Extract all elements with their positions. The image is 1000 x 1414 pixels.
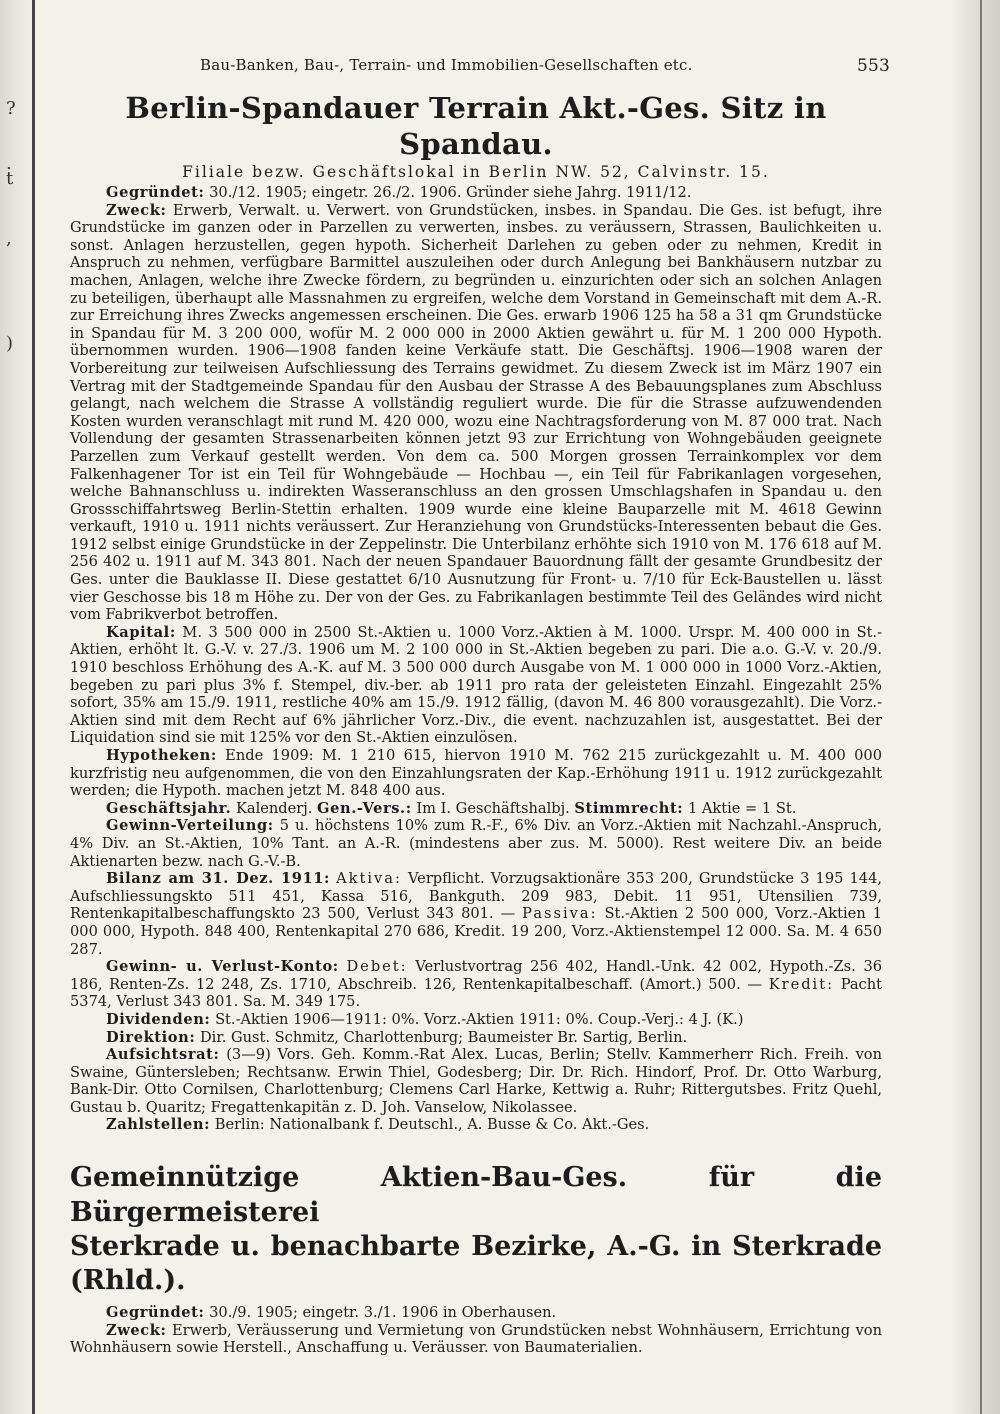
kapital-label: Kapital: <box>106 623 176 641</box>
kredit-label: Kredit: <box>768 975 834 993</box>
genvers-text: Im I. Geschäftshalbj. <box>416 799 570 817</box>
margin-mark: , <box>6 228 12 249</box>
dividenden-text: St.-Aktien 1906—1911: 0%. Vorz.-Aktien 1911: 0%. Coup.-Verj.: 4 J. (K.) <box>215 1010 744 1028</box>
geschaeftsjahr-label: Geschäftsjahr. <box>106 799 232 817</box>
company2-gegruendet <box>70 1304 882 1322</box>
zweck-label: Zweck: <box>106 1321 167 1339</box>
bilanz-label: Bilanz am 31. Dez. 1911: <box>106 870 330 888</box>
company1-gewinn-verlust <box>70 958 882 1011</box>
company1-zahlstellen <box>70 1116 882 1134</box>
running-head-text: Bau-Banken, Bau-, Terrain- und Immobilien-Gesellschaften etc. <box>200 56 693 74</box>
dividenden-label: Dividenden: <box>106 1010 211 1028</box>
company1-gewinn-verteilung <box>70 817 882 870</box>
geschaeftsjahr-text: Kalenderj. <box>235 799 313 817</box>
genvers-label: Gen.-Vers.: <box>317 799 412 817</box>
left-page-edge <box>0 0 40 1414</box>
gewinn-verlust-label: Gewinn- u. Verlust-Konto: <box>106 958 339 976</box>
zweck-label: Zweck: <box>106 201 167 219</box>
kredit-text: Pacht 5374, Verlust 343 801. Sa. M. 349 175. <box>70 975 882 1011</box>
zweck-text: Erwerb, Veräusserung und Vermietung von Grundstücken nebst Wohnhäusern, Errichtung von Wohnhäusern sowie Herstell., Anschaffung u. Veräusser. von Baumaterialien. <box>70 1321 882 1357</box>
kapital-text: M. 3 500 000 in 2500 St.-Aktien u. 1000 Vorz.-Aktien à M. 1000. Urspr. M. 400 000 in St.-Aktien, erhöht lt. G.-V. v. 27./3. 1906 um M. 2 100 000 in St.-Aktien begeben zu pari. Die a.o. G.-V. v. 20./9. 1910 beschloss Erhöhung des A.-K. auf M. 3 500 000 durch Ausgabe von M. 1 000 000 in 1000 Vorz.-Aktien, begeben zu pari plus 3% f. Stempel, div.-ber. ab 1911 pro rata der geleisteten Einzahl. Eingezahlt 25% sofort, 35% am 15./9. 1911, restliche 40% am 15./9. 1912 fällig, (davon M. 46 800 vorausgezahlt). Die Vorz.-Aktien sind mit dem Recht auf 6% jährlicher Vorz.-Div., die event. nachzuzahlen ist, ausgestattet. Bei der Liquidation sind sie mit 125% vor den St.-Aktien einzulösen. <box>70 623 882 747</box>
stimmrecht-text: 1 Aktie = 1 St. <box>687 799 797 817</box>
aufsichtsrat-text: (3—9) Vors. Geh. Komm.-Rat Alex. Lucas, Berlin; Stellv. Kammerherr Rich. Freih. von Swaine, Güntersleben; Rechtsanw. Erwin Thiel, Godesberg; Dir. Dr. Rich. Hindorf, Prof. Dr. Otto Warburg, Bank-Dir. Otto Cornilsen, Charlottenburg; Clemens Carl Harke, Kettwig a. Ruhr; Rittergutsbes. Fritz Quehl, Gustau b. Quaritz; Fregattenkapitän z. D. Joh. Vanselow, Nikolassee. <box>70 1046 882 1116</box>
margin-mark: ) <box>6 333 14 354</box>
direktion-label: Direktion: <box>106 1028 196 1046</box>
zahlstellen-text: Berlin: Nationalbank f. Deutschl., A. Busse & Co. Akt.-Ges. <box>214 1116 650 1134</box>
gegruendet-text: 30./12. 1905; eingetr. 26./2. 1906. Gründer siehe Jahrg. 1911/12. <box>209 184 692 201</box>
company1-subtitle: Filiale bezw. Geschäftslokal in Berlin NW. 52, Calvinstr. 15. <box>182 163 770 181</box>
aktiva-label: Aktiva: <box>336 870 402 888</box>
company1-aufsichtsrat <box>70 1046 882 1116</box>
section-gap <box>70 1134 882 1160</box>
company2-title-line1: Gemeinnützige Aktien-Bau-Ges. für die Bürgermeisterei <box>70 1162 882 1229</box>
company1-dividenden <box>70 1011 882 1029</box>
zahlstellen-label: Zahlstellen: <box>106 1116 211 1134</box>
hypotheken-label: Hypotheken: <box>106 747 217 764</box>
company2-zweck <box>70 1322 882 1357</box>
company1-title: Berlin-Spandauer Terrain Akt.-Ges. Sitz in Spandau. <box>125 91 827 161</box>
company1-bilanz <box>70 870 882 958</box>
page-content <box>70 90 882 1357</box>
margin-mark: t <box>6 168 14 189</box>
aktiva-text: Verpflicht. Vorzugsaktionäre 353 200, Grundstücke 3 195 144, Aufschliessungskto 511 451, Kassa 516, Bankguth. 209 983, Debit. 11 951, Utensilien 739, Rentenkapitalbeschaffungskto 23 500, Verlust 343 801. — <box>70 870 882 923</box>
right-page-edge <box>950 0 1000 1414</box>
aufsichtsrat-label: Aufsichtsrat: <box>106 1046 220 1064</box>
debet-label: Debet: <box>346 958 408 976</box>
direktion-text: Dir. Gust. Schmitz, Charlottenburg; Baumeister Br. Sartig, Berlin. <box>199 1028 688 1046</box>
company2-title-line2: Sterkrade u. benachbarte Bezirke, A.-G. in Sterkrade (Rhld.). <box>70 1231 882 1297</box>
gegruendet-label: Gegründet: <box>106 184 205 201</box>
gewinn-verteilung-text: 5 u. höchstens 10% zum R.-F., 6% Div. an Vorz.-Aktien mit Nachzahl.-Anspruch, 4% Div. an St.-Aktien, 10% Tant. an A.-R. (mindestens aber zus. M. 5000). Rest weitere Div. an beide Aktienarten bezw. nach G.-V.-B. <box>70 817 883 870</box>
company1-direktion <box>70 1029 882 1047</box>
hypotheken-text: Ende 1909: M. 1 210 615, hiervon 1910 M. 762 215 zurückgezahlt u. M. 400 000 kurzfristig neu aufgenommen, die von den Einzahlungsraten der Kap.-Erhöhung 1911 u. 1912 zurückgezahlt werden; die Hypoth. machen jetzt M. 848 400 aus. <box>70 747 882 800</box>
debet-text: Verlustvortrag 256 402, Handl.-Unk. 42 002, Hypoth.-Zs. 36 186, Renten-Zs. 12 248, Zs. 1710, Abschreib. 126, Rentenkapitalbeschaff. (Amort.) 500. — <box>70 958 883 993</box>
company1-zweck <box>70 202 882 624</box>
page-number: 553 <box>856 56 890 76</box>
margin-mark: ? <box>6 98 16 119</box>
stimmrecht-label: Stimmrecht: <box>574 799 684 817</box>
company1-kapital <box>70 624 882 747</box>
passiva-text: St.-Aktien 2 500 000, Vorz.-Aktien 1 000 000, Hypoth. 848 400, Rentenkapital 270 686, Kredit. 19 200, Vorz.-Aktienstempel 12 000. Sa. M. 4 650 287. <box>70 905 883 958</box>
gegruendet-text: 30./9. 1905; eingetr. 3./1. 1906 in Oberhausen. <box>209 1304 557 1322</box>
gewinn-verteilung-label: Gewinn-Verteilung: <box>106 817 274 835</box>
running-head <box>200 56 890 74</box>
company1-geschaeftsjahr <box>70 800 882 818</box>
gegruendet-label: Gegründet: <box>106 1304 205 1322</box>
company1-gegruendet <box>70 184 882 202</box>
margin-mark: . <box>6 153 12 174</box>
passiva-label: Passiva: <box>522 905 598 923</box>
zweck-text: Erwerb, Verwalt. u. Verwert. von Grundstücken, insbes. in Spandau. Die Ges. ist befugt, ihre Grundstücke im ganzen oder in Parzellen zu verwerten, insbes. zu veräussern, Strassen, Baulichkeiten u. sonst. Anlagen herzustellen, gegen hypoth. Sicherheit Darlehen zu geben oder zu nehmen, Kredit in Anspruch zu nehmen, verfügbare Barmittel auszuleihen oder durch Anlegung bei Bankhäusern nutzbar zu machen, Anlagen, welche ihre Zwecke fördern, zu begründen u. einzurichten oder sich an solchen Anlagen zu beteiligen, überhaupt alle Massnahmen zu ergreifen, welche dem Vorstand in Gemeinschaft mit dem A.-R. zur Erreichung ihres Zwecks angemessen erscheinen. Die Ges. erwarb 1906 125 ha 58 a 31 qm Grundstücke in Spandau für M. 3 200 000, wofür M. 2 000 000 in 2000 Aktien gewährt u. für M. 1 200 000 Hypoth. übernommen wurden. 1906—1908 fanden keine Verkäufe statt. Die Geschäftsj. 1906—1908 waren der Vorbereitung zur teilweisen Aufschliessung des Terrains gewidmet. Zu diesem Zweck ist im März 1907 ein Vertrag mit der Stadtgemeinde Spandau für den Ausbau der Strasse A des Bebauungsplanes zum Abschluss gelangt, nach welchem die Strasse A vollständig reguliert wurde. Die für die Strasse aufzuwendenden Kosten wurden veranschlagt mit rund M. 420 000, wozu eine Nachtragsforderung von M. 87 000 trat. Nach Vollendung der gesamten Strassenarbeiten können jetzt 93 zur Errichtung von Wohngebäuden geeignete Parzellen zum Verkauf gestellt werden. Von dem ca. 500 Morgen grossen Terrainkomplex vor dem Falkenhagener Tor ist ein Teil für Wohngebäude — Hochbau —, ein Teil für Fabrikanlagen vorgesehen, welche Bahnanschluss u. indirekten Wasseranschluss an den grossen Umschlagshafen in Spandau u. den Grossschiffahrtsweg Berlin-Stettin erhalten. 1909 wurde eine kleine Bauparzelle mit M. 4618 Gewinn verkauft, 1910 u. 1911 nichts veräussert. Zur Heranziehung von Grundstücks-Interessenten bebaut die Ges. 1912 selbst einige Grundstücke in der Zeppelinstr. Die Unterbilanz erhöhte sich 1910 von M. 176 618 auf M. 256 402 u. 1911 auf M. 343 801. Nach der neuen Spandauer Bauordnung fällt der gesamte Grundbesitz der Ges. unter die Bauklasse II. Diese gestattet 6/10 Ausnutzung für Front- u. 7/10 für Eck-Baustellen u. lässt vier Geschosse bis 18 m Höhe zu. Der von der Ges. zu Fabrikanlagen bestimmte Teil des Geländes wird nicht vom Fabrikverbot betroffen. <box>70 201 882 624</box>
company1-hypotheken <box>70 747 882 800</box>
